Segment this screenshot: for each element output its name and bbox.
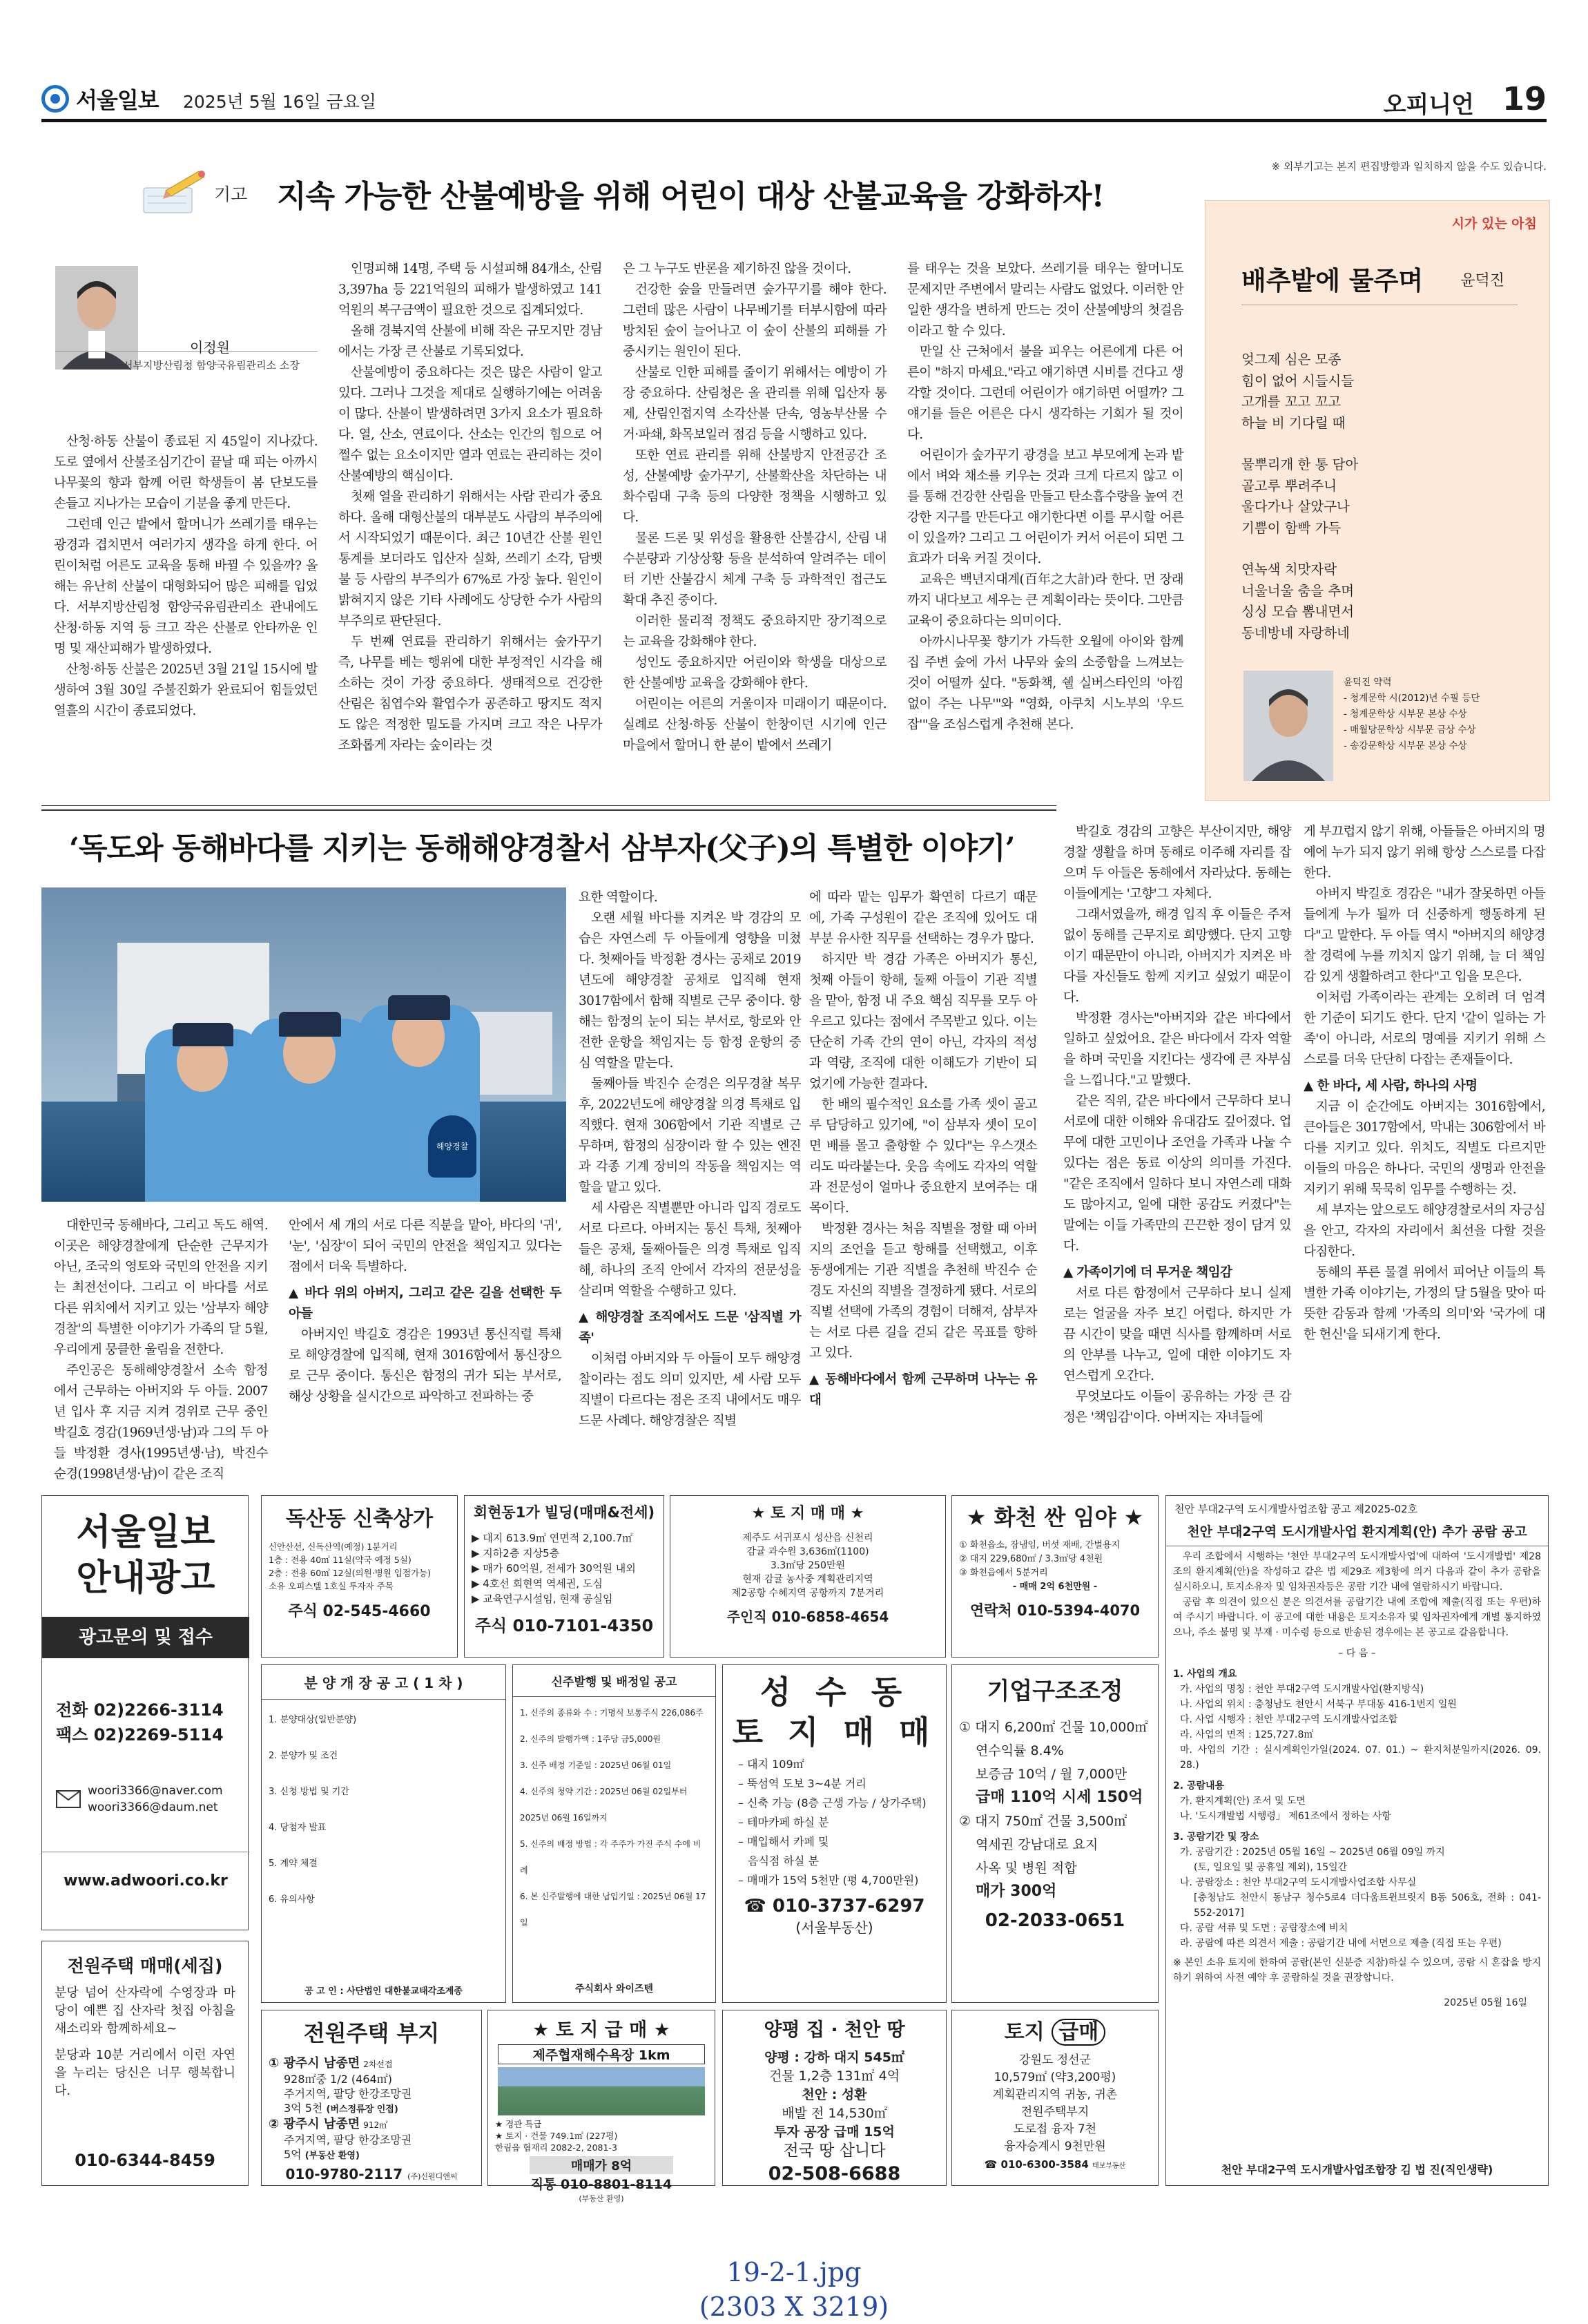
article2-column-2: 안에서 세 개의 서로 다른 직분을 맡아, 바다의 '귀', '눈', '심장'이 되어 국민의 안전을 책임지고 있다는 점에서 더욱 특별하다. ▲ 바다 위의 아버지, 그리고 같은 길을 선택한 두 아들 아버지인 박길호 경감은 1993년 통신직렬 특채로 해양경찰에 입직해, 현재 3016함에서 통신장으로 근무 중이다. 통신은 함정의 귀가 되는 부서로, 해상 상황을 실시간으로 파악하고 전파하는 중 <box>289 1218 561 1404</box>
section-divider <box>41 805 1056 806</box>
coast-guard-badge: 해양경찰 <box>428 1115 476 1178</box>
poem-box <box>1205 200 1550 801</box>
article1-column-4: 를 태우는 것을 보았다. 쓰레기를 태우는 할머니도 문제지만 주변에서 말리는 사람도 없었다. 이러한 안일한 생각을 변하게 만드는 것이 산불예방의 첫걸음이라고 할 수 있다. 만일 산 근처에서 불을 피우는 어른에게 다른 어른이 "하지 마세요."라고 얘기하면 시비를 건다고 생각할 것이다. 그런데 어린이가 얘기하면 어떨까? 그 얘기를 들은 어른은 다시 생각하는 기회가 될 것이다. 어린이가 숲가꾸기 광경을 보고 부모에게 논과 밭에서 벼와 채소를 키우는 것과 크게 다르지 않고 이를 통해 건강한 산림을 만들고 탄소흡수량을 높여 건강한 지구를 만든다고 얘기한다면 이를 무시할 어른이 있을까? 그리고 그 어린이가 커서 어른이 되면 그 효과가 더욱 커질 것이다. 교육은 백년지대계(百年之大計)라 한다. 먼 장래까지 내다보고 세우는 큰 계획이라는 뜻이다. 그만큼 교육이 중요하다는 의미이다. 아까시나무꽃 향기가 가득한 오월에 아이와 함께 집 주변 숲에 가서 나무와 숲의 소중함을 느껴보는 것이 어떨까 싶다. "동화책, 쉘 실버스타인의 '아낌없이 주는 나무'"와 "영화, 아쿠치 시노부의 '우드 잡'"을 조심스럽게 추천해 본다. <box>907 262 1183 732</box>
ad-website[interactable]: www.adwoori.co.kr <box>64 1872 228 1890</box>
ad-stock-issue: 신주발행 및 배정일 공고 1. 신주의 종류와 수 : 기명식 보통주식 226,086주 2. 신주의 발행가액 : 1주당 금5,000원 3. 신주 배정 기준일 : 2025년 06월 01일 4. 신주의 청약 기간 : 2025년 06월 02일부터 2025년 06월 16일까지 5. 신주의 배정 방법 : 각 주주가 가진 주식 수에 비례 6. 본 신주발행에 대한 납입기일 : 2025년 06월 17일 주식회사 와이즈텐 <box>512 1664 716 2003</box>
ad-restructuring: 기업구조조정 ① 대지 6,200㎡ 건물 10,000㎡ 연수익률 8.4% 보증금 10억 / 월 7,000만 급매 110억 시세 150억 ② 대지 750㎡ 건물 3,500㎡ 역세권 강남대로 요지 사옥 및 병원 적합 매가 300억 02-2033-0651 <box>951 1664 1159 2003</box>
masthead <box>41 81 1547 117</box>
ad-fax: 팩스 02)2269-5114 <box>56 1725 224 1745</box>
article-title: 지속 가능한 산불예방을 위해 어린이 대상 산불교육을 강화하자! <box>277 179 1104 214</box>
poem-title: 배추밭에 물주며 <box>1241 266 1424 296</box>
ad-email[interactable]: woori3366@daum.net <box>88 1800 218 1814</box>
ad-hwacheon-forest: ★ 화천 싼 임야 ★ ① 화천읍소, 잠냄임, 버섯 재배, 간벌용지 ② 대지 229,680㎡ / 3.3㎡당 4천원 ③ 화천읍에서 5분거리 - 매매 2억 6천만원 - 연락처 010-5394-4070 <box>951 1495 1159 1658</box>
article2-column-5: 박길호 경감의 고향은 부산이지만, 해양경찰 생활을 하며 동해로 이주해 자리를 잡으며 두 아들은 동해에서 자라났다. 동해는 이들에게는 '고향'그 자체다. 그래서였을까, 해경 입직 후 이들은 주저 없이 동해를 근무지로 희망했다. 단지 고향이기 때문만이 아니라, 아버지가 지켜온 바다를 자신들도 함께 지키고 싶었기 때문이다. 박정환 경사는"아버지와 같은 바다에서 일하고 싶었어요. 같은 바다에서 각자 역할을 하며 국민을 지킨다는 생각에 큰 자부심을 느낍니다."고 말했다. 같은 직위, 같은 바다에서 근무하다 보니 서로에 대한 이해와 유대감도 깊어졌다. 업무에 대한 고민이나 조언을 가족과 나눌 수 있다는 점은 동료 이상의 의미를 가진다. "같은 조직에서 일하다 보니 자연스레 대화도 많아지고, 일에 대한 공감도 커졌다"는 말에는 이들 가족만의 끈끈한 정이 담겨 있다. ▲ 가족이기에 더 무거운 책임감 서로 다른 함정에서 근무하다 보니 실제로는 얼굴을 자주 보긴 어렵다. 하지만 가끔 시간이 맞을 때면 식사를 함께하며 서로의 안부를 나누고, 일에 대한 이야기도 자연스럽게 오간다. 무엇보다도 이들이 공유하는 가장 큰 감정은 '책임감'이다. 아버지는 자녀들에 <box>1063 825 1291 1425</box>
author-rule <box>55 351 318 352</box>
ad-seongsu-land: 성 수 동 토 지 매 매 – 대지 109㎡ – 뚝섬역 도보 3~4분 거리 – 신축 가능 (8층 근생 가능 / 상가주택) – 테마카페 하실 분 – 매입해서 카페 및 음식점 하실 분 – 매매가 15억 5천만 (평 4,700만원) ☎ 010-3737-6297 (서울부동산) <box>722 1664 947 2003</box>
article2-photo <box>41 887 566 1202</box>
house-ad: 서울일보 안내광고 광고문의 및 접수 전화 02)2266-3114 팩스 02)2269-5114 woori3366@naver.com woori3366@daum.net www.adwoori.co.kr <box>41 1495 249 1930</box>
disclaimer: ※ 외부기고는 본지 편집방향과 일치하지 않을 수도 있습니다. <box>1271 160 1547 173</box>
author-name: 이정원 <box>190 339 230 356</box>
article1-column-1: 산청·하동 산불이 종료된 지 45일이 지나갔다. 도로 옆에서 산불조심기간이 끝날 때 피는 아까시나무꽃의 향과 함께 어린 학생들이 봄 단보도를 손들고 지나가는 모습이 기분을 좋게 만든다. 그런데 인근 밭에서 할머니가 쓰레기를 태우는 광경과 겹치면서 여러가지 생각을 하게 한다. 어린이처럼 어른도 교육을 통해 바뀔 수 있을까? 올해는 유난히 산불이 대형화되어 많은 피해를 입었다. 서부지방산림청 함양국유림관리소 관내에도 산청·하동 지역 등 크고 작은 산불로 안타까운 인명 및 재산피해가 발생하였다. 산청·하동 산불은 2025년 3월 21일 15시에 발생하여 3월 30일 주불진화가 완료되어 힘들었던 열흘의 시간이 종료되었다. <box>54 434 318 718</box>
ad-gangwon-land: 토지 급매 강원도 정선군 10,579㎡ (약3,200평) 계획관리지역 귀농, 귀촌 전원주택부지 도로접 융자 7천 융자승계시 9천만원 ☎ 010-6300-3584 태보부동산 <box>951 2010 1159 2186</box>
section-name: 오피니언 <box>1383 91 1474 119</box>
pencil-icon <box>138 167 214 215</box>
ad-development-notice: 천안 부대2구역 도시개발사업조합 공고 제2025-02호 천안 부대2구역 도시개발사업 환지계획(안) 추가 공람 공고 우리 조합에서 시행하는 '천안 부대2구역 도시개발사업'에 대하여 '도시개발법' 제28조의 환지계획(안)을 작성하고 같은 법 제29조 제3항에 의거 다음과 같이 추가 공람을 실시하오니, 토지소유자 및 임차권자등은 공람 기간 내에 열람하시기 바랍니다. 공람 후 의견이 있으신 분은 의견서를 공람기간 내에 조합에 제출(직접 또는 우편)하여 주시기 바랍니다. 이 공고에 대한 내용은 토지소유자 및 임차권자에게 개별 통지하였으나, 주소 불명 및 부재 · 미수령 등으로 반송된 경우에는 본 공고로 갈음합니다. – 다 음 – 1. 사업의 개요 가. 사업의 명칭 : 천안 부대2구역 도시개발사업(환지방식) 나. 사업의 위치 : 충청남도 천안시 서북구 부대동 416-1번지 일원 다. 사업 시행자 : 천안 부대2구역 도시개발사업조합 라. 사업의 면적 : 125,727.8㎡ 마. 사업의 기간 : 실시계획인가일(2024. 07. 01.) ~ 환지처분일까지(2026. 09. 28.) 2. 공람내용 가. 환지계획(안) 조서 및 도면 나. '도시개발법 시행령」 제61조에서 정하는 사항 3. 공람기간 및 장소 가. 공람기간 : 2025년 05월 16일 ~ 2025년 06월 09일 까지 (토, 일요일 및 공휴일 제외), 15일간 나. 공람장소 : 천안 부대2구역 도시개발사업조합 사무실 [충청남도 천안시 동남구 청수5로4 더다움트윈브릿지 B동 506호, 전화 : 041-552-2017] 다. 공람 서류 및 도면 : 공람장소에 비치 라. 공람에 따른 의견서 제출 : 공람기간 내에 서면으로 제출 (직접 또는 우편) ※ 본인 소유 토지에 한하여 공람(본인 신분증 지참)하실 수 있으며, 공람 시 혼잡을 방지하기 위하여 사전 예약 후 공람하실 것을 권장합니다. 2025년 05월 16일 천안 부대2구역 도시개발사업조합장 김 법 진(직인생략) <box>1165 1495 1549 2186</box>
envelope-icon <box>56 1790 81 1808</box>
ad-phone: 전화 02)2266-3114 <box>56 1700 224 1720</box>
ad-jeju-urgent-land: ★ 토 지 급 매 ★ 제주협재해수욕장 1km ★ 경관 특급 ★ 토지 · 건물 749.1㎡ (227평) 한림읍 협재리 2082-2, 2081-3 매매가 8억 직통 010-8801-8114 (부동산 환영) <box>487 2010 715 2186</box>
ad-email[interactable]: woori3366@naver.com <box>88 1784 223 1798</box>
page-number: 19 <box>1502 80 1547 117</box>
ad-country-house-sale: 전원주택 매매(세집) 분당 넘어 산자락에 수영장과 마당이 예쁜 집 산자락 첫집 아침을 새소리와 함께하세요~ 분당과 10분 거리에서 이런 자연을 누리는 당신은 너무 행복합니다. 010-6344-8459 <box>41 1941 249 2186</box>
article2-column-6: 게 부끄럽지 않기 위해, 아들들은 아버지의 명예에 누가 되지 않기 위해 항상 스스로를 다잡한다. 아버지 박길호 경감은 "내가 잘못하면 아들들에게 누가 될까 더 신중하게 행동하게 된다"고 말한다. 두 아들 역시 "아버지의 해양경찰 경력에 누를 끼치지 않기 위해, 늘 더 책임감 있게 생활하려고 한다"고 입을 모은다. 이처럼 가족이라는 관계는 오히려 더 엄격한 기준이 되기도 한다. 단지 '같이 일하는 가족'이 아니라, 서로의 명예를 지키기 위해 스스로를 더욱 단단히 다잡는 존재들이다. ▲ 한 바다, 세 사람, 하나의 사명 지금 이 순간에도 아버지는 3016함에서, 큰아들은 3017함에서, 막내는 306함에서 바다를 지키고 있다. 위치도, 직별도 다르지만 이들의 마음은 하나다. 국민의 생명과 안전을 지키기 위해 묵묵히 임무를 수행하는 것. 세 부자는 앞으로도 해양경찰로서의 자긍심을 안고, 각자의 자리에서 최선을 다할 것을 다짐한다. 동해의 푸른 물결 위에서 피어난 이들의 특별한 가족 이야기는, 가정의 달 5월을 맞아 따뜻한 감동과 함께 '가족의 의미'와 '국가에 대한 헌신'을 되새기게 한다. <box>1304 825 1546 1342</box>
article-label: 기고 <box>214 184 248 204</box>
publication-date: 2025년 5월 16일 금요일 <box>183 92 377 112</box>
image-caption: 19-2-1.jpg (2303 X 3219) <box>699 2257 889 2322</box>
ad-country-house-site: 전원주택 부지 ① 광주시 남종면 2차선접 928㎡중 1/2 (464㎡) 주거지역, 팔당 한강조망권 3억 5천 (버스정류장 인접) ② 광주시 남종면 912㎡ 주거지역, 팔당 한강조망권 5억 (부동산 환영) 010-9780-2117 (주)신원디앤씨 <box>261 2010 482 2186</box>
ad-hoehyeon-building: 회현동1가 빌딩(매매&전세) ▶ 대지 613.9㎡ 연면적 2,100.7㎡ ▶ 지하2층 지상5층 ▶ 매가 60억원, 전세가 30억원 내외 ▶ 4호선 회현역 역세권, 도심 ▶ 교육연구시설임, 현재 공실임 주식 010-7101-4350 <box>464 1495 664 1658</box>
ad-yangpyeong-cheonan: 양평 집 · 천안 땅 양평 : 강하 대지 545㎡ 건물 1,2층 131㎡ 4억 천안 : 성환 배발 전 14,530㎡ 투자 공장 급매 15억 전국 땅 삽니다 02-508-6688 <box>722 2010 947 2186</box>
article1-column-3: 은 그 누구도 반론을 제기하진 않을 것이다. 건강한 숲을 만들려면 숲가꾸기를 해야 한다. 그런데 많은 사람이 나무베기를 터부시함에 따라 방치된 숲이 늘어나고 이 숲이 산불의 피해를 가중시키는 원인이 된다. 산불로 인한 피해를 줄이기 위해서는 예방이 가장 중요하다. 산림청은 올 관리를 위해 입산자 통제, 산림인접지역 소각산불 단속, 영농부산물 수거·파쇄, 화목보일러 점검 등을 시행하고 있다. 또한 연료 관리를 위해 산불방지 안전공간 조성, 산불예방 숲가꾸기, 산불확산을 차단하는 내화수림대 구축 등의 다양한 정책을 시행하고 있다. 물론 드론 및 위성을 활용한 산불감시, 산림 내 수분량과 기상상황 등을 분석하여 알려주는 데이터 기반 산불감시 체계 구축 등 과학적인 접근도 확대 추진 중이다. 이러한 물리적 정책도 중요하지만 장기적으로는 교육을 강화해야 한다. 성인도 중요하지만 어린이와 학생을 대상으로 한 산불예방 교육을 강화해야 한다. 어린이는 어른의 거울이자 미래이기 때문이다. 실례로 산청·하동 산불이 한창이던 시기에 인근 마을에서 할머니 한 분이 밭에서 쓰레기 <box>623 262 887 753</box>
author-affiliation: 서부지방산림청 함양국유림관리소 소장 <box>123 359 300 372</box>
classified-ads <box>41 1495 1550 2203</box>
poet-profile: 윤덕진 약력 - 청계문학 시(2012)년 수필 등단 - 청계문학상 시부문 본상 수상 - 매월당문학상 시부문 금상 수상 - 송강문학상 시부문 본상 수상 <box>1344 677 1480 751</box>
poem-poet: 윤덕진 <box>1460 272 1504 289</box>
section-divider <box>41 809 1056 811</box>
ad-doksan-store: 독산동 신축상가 신안산선, 신독산역(예정) 1분거리 1층 : 전용 40㎡ 11실(약국 예정 5실) 2층 : 전용 60㎡ 12실(의원·병원 입점가능) 소유 오피스텔 1호실 투자자 주목 주식 02-545-4660 <box>261 1495 458 1658</box>
article2-title: ‘독도와 동해바다를 지키는 동해해양경찰서 삼부자(父子)의 특별한 이야기’ <box>69 832 1015 866</box>
article1-column-2: 인명피해 14명, 주택 등 시설피해 84개소, 산림 3,397ha 등 221억원의 피해가 발생하였고 141억원의 복구금액이 필요한 것으로 집계되었다. 올해 경북지역 산불에 비해 작은 규모지만 경남에서는 가장 큰 산불로 기록되었다. 산불예방이 중요하다는 것은 많은 사람이 알고 있다. 그러나 그것을 제대로 실행하기에는 어려움이 많다. 산불이 발생하려면 3가지 요소가 필요하다. 열, 산소, 연료이다. 산소는 인간의 힘으로 어쩔수 없는 요소이지만 열과 연료는 관리하는 것이 산불예방의 핵심이다. 첫째 열을 관리하기 위해서는 사람 관리가 중요하다. 올해 대형산불의 대부분도 사람의 부주의에서 시작되었기 때문이다. 최근 10년간 산불 원인 통계를 보더라도 입산자 실화, 쓰레기 소각, 담뱃불 등 사람의 부주의가 67%로 가장 높다. 원인이 밝혀지지 않은 기타 사례에도 상당한 수가 사람의 부주의로 판단된다. 두 번째 연료를 관리하기 위해서는 숲가꾸기 즉, 나무를 베는 행위에 대한 부정적인 시각을 해소하는 것이 가장 중요하다. 생태적으로 건강한 산림은 침엽수와 활엽수가 공존하고 땅지도 적지도 않은 적정한 밀도를 가지며 크고 작은 나무가 조화롭게 자라는 숲이라는 것 <box>338 262 602 753</box>
ad-jeju-land: ★ 토 지 매 매 ★ 제주도 서귀포시 성산읍 신천리 감귤 과수원 3,636㎡(1100) 3.3㎡당 250만원 현재 감귤 농사중 계획관리지역 제2공항 수혜지역 공항까지 7분거리 주인직 010-6858-4654 <box>670 1495 946 1658</box>
author-photo <box>55 266 138 369</box>
logo-icon <box>41 85 69 113</box>
landscape-photo <box>498 2067 705 2115</box>
header-rule <box>41 119 1547 122</box>
poem-column-tag: 시가 있는 아침 <box>1451 216 1537 231</box>
poet-photo <box>1243 671 1333 781</box>
article2-column-3: 요한 역할이다. 오랜 세월 바다를 지켜온 박 경감의 모습은 자연스레 두 아들에게 영향을 미쳤다. 첫째아들 박정환 경사는 공채로 2019년도에 해양경찰 공채로 입직해 현재 3017함에서 함해 직별로 근무 중이다. 항해는 함정의 눈이 되는 부서로, 항로와 안전한 운항을 책임지는 등 함정 운항의 중심 역할을 맡는다. 둘째아들 박진수 순경은 의무경찰 복무 후, 2022년도에 해양경찰 의경 특채로 입직했다. 현재 306함에서 기관 직별로 근무하며, 함정의 심장이라 할 수 있는 엔진과 각종 기계 장비의 작동을 책임지는 역할을 맡고 있다. 세 사람은 직별뿐만 아니라 입직 경로도 서로 다르다. 아버지는 통신 특채, 첫째아들은 공채, 둘째아들은 의경 특채로 입직해, 하나의 조직 안에서 각자의 전문성을 살리며 역할을 수행하고 있다. ▲ 해양경찰 조직에서도 드문 '삼직별 가족' 이처럼 아버지와 두 아들이 모두 해양경찰이라는 점도 의미 있지만, 세 사람 모두 직별이 다르다는 점은 조직 내에서도 매우 드문 사례다. 해양경찰은 직별 <box>579 890 801 1428</box>
newspaper-logo: 서울일보 <box>41 83 159 115</box>
article2-column-1: 대한민국 동해바다, 그리고 독도 해역. 이곳은 해양경찰에게 단순한 근무지가 아닌, 조국의 영토와 국민의 안전을 지키는 최전선이다. 그리고 이 바다를 서로 다른 위치에서 지키고 있는 '삼부자 해양경찰'의 특별한 이야기가 가족의 달 5월, 우리에게 뭉클한 울림을 전한다. 주인공은 동해해양경찰서 소속 함정에서 근무하는 아버지와 두 아들. 2007년 입사 후 지금 지켜 경위로 근무 중인 박길호 경감(1969년생·남)과 그의 두 아들 박정환 경사(1995년생·남), 박진수 순경(1998년생·남)이 같은 조직 <box>54 1218 268 1481</box>
ad-sale-notice: 분 양 개 장 공 고 ( 1 차 ) 1. 분양대상(일반분양) 2. 분양가 및 조건 3. 신청 방법 및 기간 4. 당첨자 발표 5. 계약 체결 6. 유의사항 공 고 인 : 사단법인 대한불교태각조계종 <box>261 1664 506 2003</box>
article2-column-4: 에 따라 맡는 임무가 확연히 다르기 때문에, 가족 구성원이 같은 조직에 있어도 대부분 유사한 직무를 선택하는 경우가 많다. 하지만 박 경감 가족은 아버지가 통신, 첫째 아들이 항해, 둘째 아들이 기관 직별을 맡아, 함정 내 주요 핵심 직무를 모두 아우르고 있다는 점에서 주목받고 있다. 이는 단순히 가족 간의 연이 아닌, 각자의 적성과 역량, 조직에 대한 이해도가 기반이 되었기에 가능한 결과다. 한 배의 필수적인 요소를 가족 셋이 골고루 담당하고 있기에, "이 삼부자 셋이 모이면 배를 몰고 출항할 수 있다"는 우스갯소리도 따라붙는다. 웃음 속에도 각자의 역할과 전문성이 얼마나 중요한지 보여주는 대목이다. 박정환 경사는 처음 직별을 정할 때 아버지의 조언을 듣고 항해를 선택했고, 이후 동생에게는 기관 직별을 추천해 박진수 순경도 자신의 직별을 결정하게 됐다. 서로의 직별 선택에 가족의 경험이 더해져, 삼부자는 서로 다른 길을 걷되 같은 목표를 향하고 있다. ▲ 동해바다에서 함께 근무하며 나누는 유대 <box>809 890 1037 1408</box>
poem-body: 엊그제 심은 모종 힘이 없어 시들시들 고개를 꼬고 꼬고 하늘 비 기다릴 때 물뿌리개 한 통 담아 골고루 뿌려주니 울다가나 살았구나 기쁨이 함빡 가득 연녹색 치맛자락 너울너울 춤을 추며 싱싱 모습 뽐내면서 동네방네 자랑하네 <box>1241 352 1359 641</box>
ad-inquiry-band: 광고문의 및 접수 <box>42 1617 249 1658</box>
